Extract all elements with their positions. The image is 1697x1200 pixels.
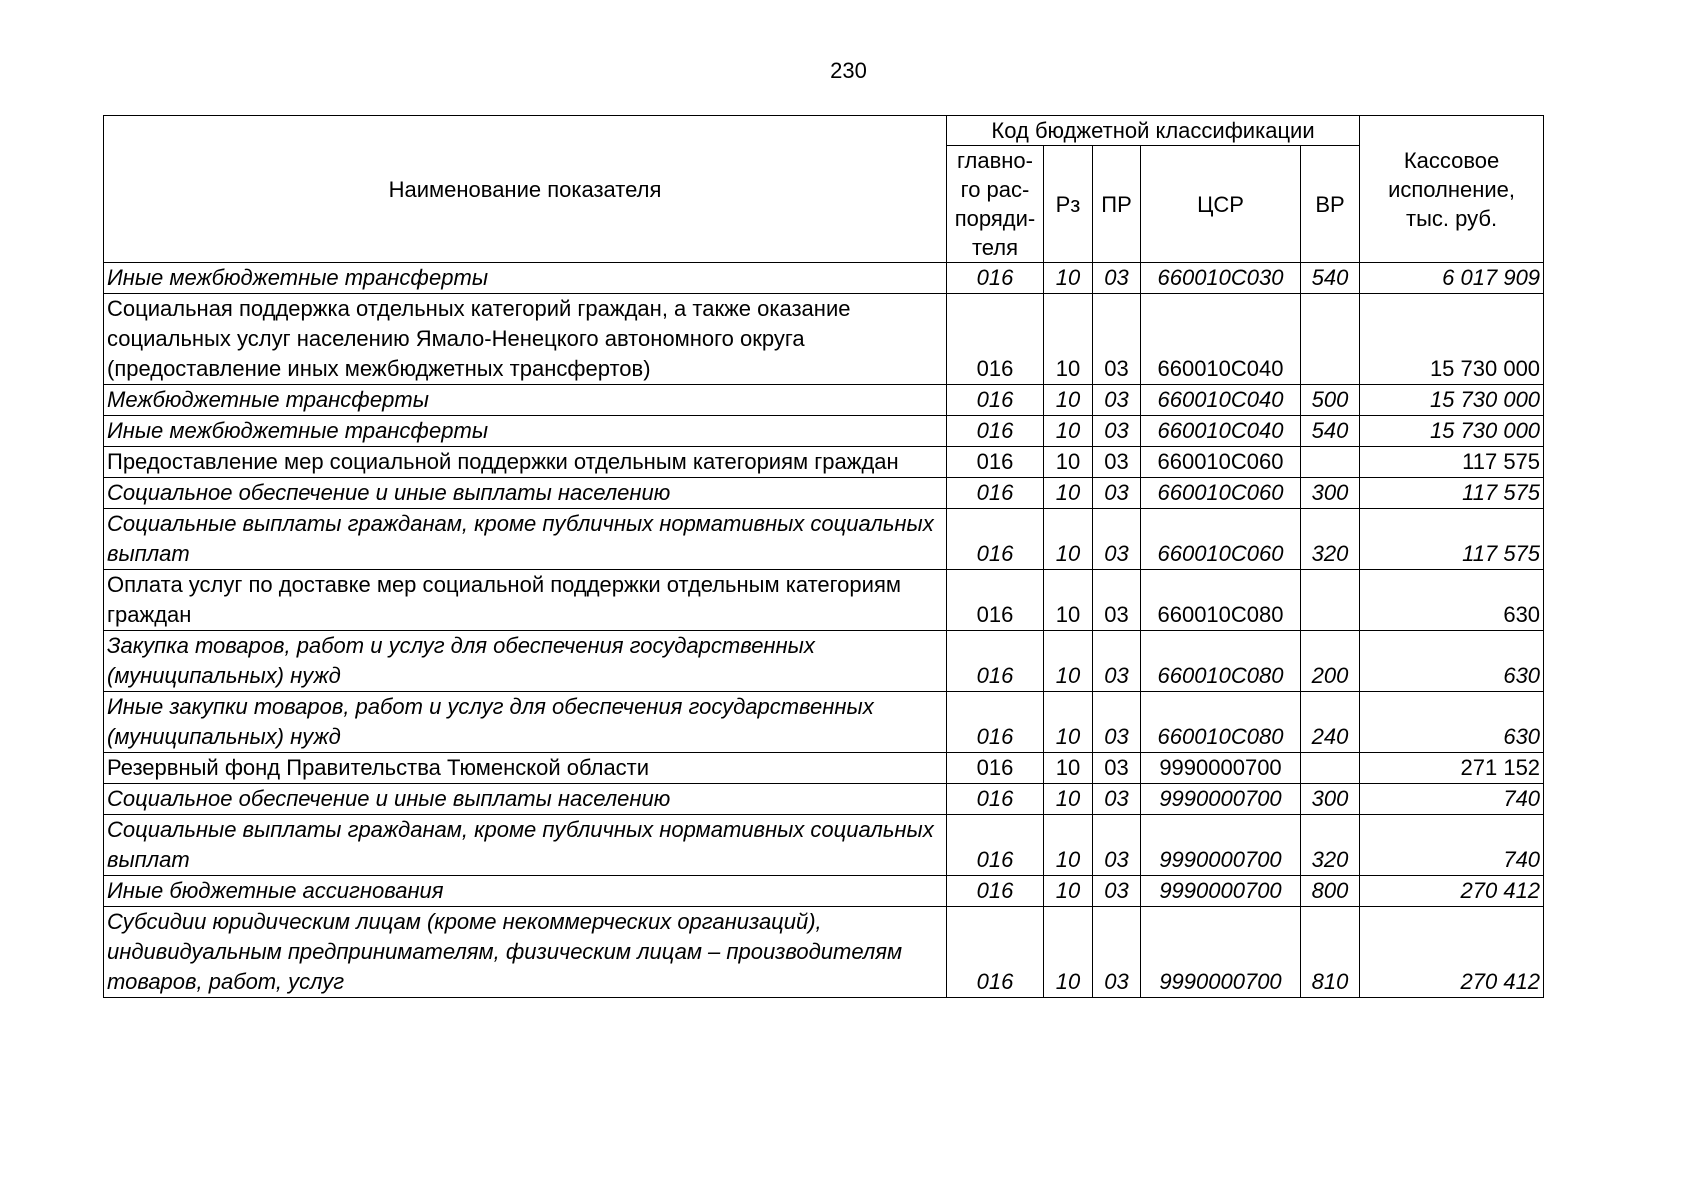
cell-pr: 03 (1093, 478, 1141, 509)
cell-rz: 10 (1044, 447, 1093, 478)
cell-pr: 03 (1093, 815, 1141, 876)
cell-rz: 10 (1044, 631, 1093, 692)
cell-amount: 630 (1360, 692, 1544, 753)
cell-vr: 540 (1301, 263, 1360, 294)
cell-admin-code: 016 (947, 509, 1044, 570)
table-row (104, 692, 1544, 753)
cell-admin-code: 016 (947, 815, 1044, 876)
table-row (104, 509, 1544, 570)
cell-vr: 320 (1301, 815, 1360, 876)
cell-admin-code: 016 (947, 447, 1044, 478)
cell-rz: 10 (1044, 263, 1093, 294)
cell-name: Иные закупки товаров, работ и услуг для обеспечения государственных (муниципальных) нужд (104, 692, 947, 753)
cell-pr: 03 (1093, 631, 1141, 692)
cell-csr: 660010C060 (1141, 509, 1301, 570)
cell-amount: 6 017 909 (1360, 263, 1544, 294)
cell-name: Субсидии юридическим лицам (кроме некоммерческих организаций), индивидуальным предпринимателям, физическим лицам – производителям товаров, работ, услуг (104, 907, 947, 998)
cell-pr: 03 (1093, 907, 1141, 998)
cell-admin-code: 016 (947, 692, 1044, 753)
cell-rz: 10 (1044, 784, 1093, 815)
cell-csr: 9990000700 (1141, 876, 1301, 907)
cell-pr: 03 (1093, 447, 1141, 478)
table-row (104, 385, 1544, 416)
cell-csr: 660010C040 (1141, 294, 1301, 385)
cell-name: Социальные выплаты гражданам, кроме публичных нормативных социальных выплат (104, 509, 947, 570)
table-row (104, 815, 1544, 876)
cell-vr: 810 (1301, 907, 1360, 998)
header-rz: Рз (1044, 146, 1093, 263)
cell-rz: 10 (1044, 478, 1093, 509)
cell-amount: 630 (1360, 631, 1544, 692)
cell-admin-code: 016 (947, 631, 1044, 692)
table-row (104, 570, 1544, 631)
cell-amount: 630 (1360, 570, 1544, 631)
cell-rz: 10 (1044, 570, 1093, 631)
cell-rz: 10 (1044, 294, 1093, 385)
cell-name: Социальное обеспечение и иные выплаты населению (104, 784, 947, 815)
table-row (104, 631, 1544, 692)
cell-csr: 660010C030 (1141, 263, 1301, 294)
cell-csr: 660010C060 (1141, 478, 1301, 509)
cell-amount: 15 730 000 (1360, 416, 1544, 447)
cell-csr: 9990000700 (1141, 784, 1301, 815)
cell-vr: 200 (1301, 631, 1360, 692)
table-row (104, 876, 1544, 907)
cell-admin-code: 016 (947, 385, 1044, 416)
table-row (104, 416, 1544, 447)
table-row (104, 753, 1544, 784)
cell-pr: 03 (1093, 570, 1141, 631)
header-amount: Кассовое исполнение, тыс. руб. (1360, 116, 1544, 263)
table-header (104, 116, 1544, 263)
cell-name: Социальное обеспечение и иные выплаты населению (104, 478, 947, 509)
header-budget-code-group: Код бюджетной классификации (947, 116, 1360, 146)
cell-rz: 10 (1044, 815, 1093, 876)
cell-vr (1301, 294, 1360, 385)
cell-amount: 270 412 (1360, 876, 1544, 907)
cell-amount: 15 730 000 (1360, 294, 1544, 385)
cell-pr: 03 (1093, 876, 1141, 907)
budget-execution-table (103, 115, 1544, 998)
cell-name: Иные межбюджетные трансферты (104, 416, 947, 447)
cell-vr: 240 (1301, 692, 1360, 753)
cell-name: Иные бюджетные ассигнования (104, 876, 947, 907)
cell-admin-code: 016 (947, 570, 1044, 631)
cell-vr (1301, 570, 1360, 631)
cell-admin-code: 016 (947, 753, 1044, 784)
cell-name: Предоставление мер социальной поддержки отдельным категориям граждан (104, 447, 947, 478)
cell-admin-code: 016 (947, 478, 1044, 509)
cell-admin-code: 016 (947, 294, 1044, 385)
header-name: Наименование показателя (104, 116, 947, 263)
cell-vr (1301, 447, 1360, 478)
cell-rz: 10 (1044, 509, 1093, 570)
cell-rz: 10 (1044, 753, 1093, 784)
cell-vr (1301, 753, 1360, 784)
cell-rz: 10 (1044, 907, 1093, 998)
cell-admin-code: 016 (947, 263, 1044, 294)
cell-vr: 500 (1301, 385, 1360, 416)
page-number: 230 (830, 58, 867, 83)
cell-csr: 660010C080 (1141, 570, 1301, 631)
cell-name: Социальные выплаты гражданам, кроме публичных нормативных социальных выплат (104, 815, 947, 876)
table-body (104, 263, 1544, 998)
cell-pr: 03 (1093, 263, 1141, 294)
cell-amount: 270 412 (1360, 907, 1544, 998)
cell-admin-code: 016 (947, 876, 1044, 907)
table-row (104, 447, 1544, 478)
cell-pr: 03 (1093, 784, 1141, 815)
cell-pr: 03 (1093, 509, 1141, 570)
table-row (104, 784, 1544, 815)
table-row (104, 263, 1544, 294)
cell-rz: 10 (1044, 416, 1093, 447)
cell-csr: 9990000700 (1141, 907, 1301, 998)
header-vr: ВР (1301, 146, 1360, 263)
cell-name: Иные межбюджетные трансферты (104, 263, 947, 294)
cell-csr: 660010C080 (1141, 692, 1301, 753)
cell-amount: 117 575 (1360, 478, 1544, 509)
cell-amount: 117 575 (1360, 447, 1544, 478)
cell-rz: 10 (1044, 692, 1093, 753)
cell-csr: 660010C040 (1141, 385, 1301, 416)
cell-csr: 9990000700 (1141, 815, 1301, 876)
cell-pr: 03 (1093, 692, 1141, 753)
header-csr: ЦСР (1141, 146, 1301, 263)
cell-admin-code: 016 (947, 416, 1044, 447)
header-admin: главно- го рас- поряди- теля (947, 146, 1044, 263)
cell-name: Резервный фонд Правительства Тюменской области (104, 753, 947, 784)
header-pr: ПР (1093, 146, 1141, 263)
cell-amount: 117 575 (1360, 509, 1544, 570)
cell-vr: 800 (1301, 876, 1360, 907)
cell-name: Межбюджетные трансферты (104, 385, 947, 416)
cell-name: Социальная поддержка отдельных категорий граждан, а также оказание социальных услуг населению Ямало-Ненецкого автономного округа (предоставление иных межбюджетных трансфертов) (104, 294, 947, 385)
cell-rz: 10 (1044, 876, 1093, 907)
table-row (104, 478, 1544, 509)
cell-amount: 740 (1360, 815, 1544, 876)
table-row (104, 294, 1544, 385)
cell-vr: 540 (1301, 416, 1360, 447)
cell-vr: 300 (1301, 784, 1360, 815)
cell-amount: 15 730 000 (1360, 385, 1544, 416)
cell-pr: 03 (1093, 416, 1141, 447)
cell-name: Закупка товаров, работ и услуг для обеспечения государственных (муниципальных) нужд (104, 631, 947, 692)
cell-rz: 10 (1044, 385, 1093, 416)
cell-csr: 9990000700 (1141, 753, 1301, 784)
cell-amount: 740 (1360, 784, 1544, 815)
cell-csr: 660010C040 (1141, 416, 1301, 447)
table-row (104, 907, 1544, 998)
cell-pr: 03 (1093, 385, 1141, 416)
cell-admin-code: 016 (947, 784, 1044, 815)
cell-pr: 03 (1093, 753, 1141, 784)
cell-csr: 660010C080 (1141, 631, 1301, 692)
cell-pr: 03 (1093, 294, 1141, 385)
cell-vr: 300 (1301, 478, 1360, 509)
cell-admin-code: 016 (947, 907, 1044, 998)
cell-vr: 320 (1301, 509, 1360, 570)
cell-csr: 660010C060 (1141, 447, 1301, 478)
cell-amount: 271 152 (1360, 753, 1544, 784)
cell-name: Оплата услуг по доставке мер социальной поддержки отдельным категориям граждан (104, 570, 947, 631)
